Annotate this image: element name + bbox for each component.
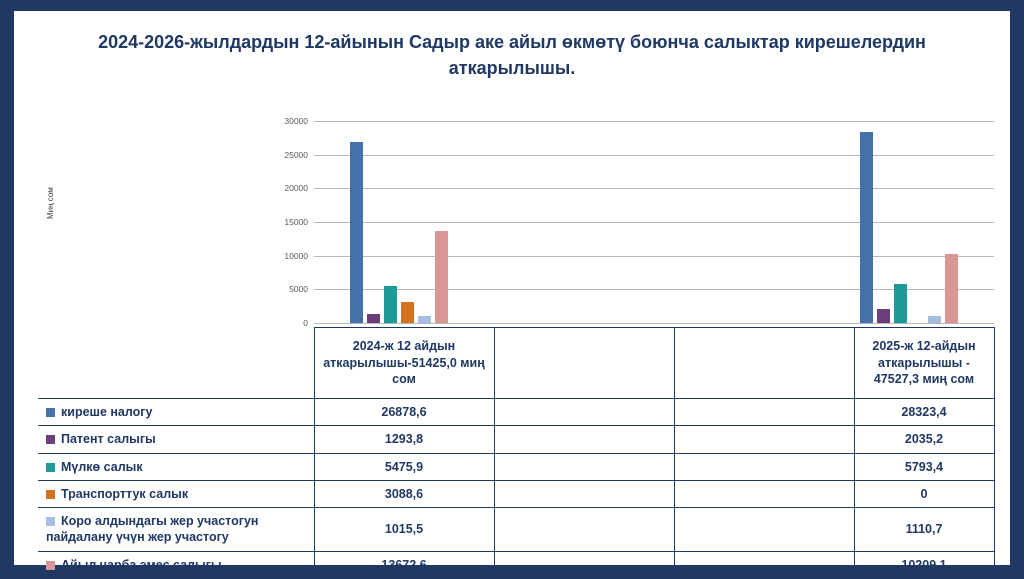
table-cell: 5793,4 (854, 453, 994, 480)
chart-y-tick-label: 5000 (289, 284, 308, 295)
chart-gridline (284, 250, 994, 261)
chart-y-tick-label: 15000 (284, 217, 308, 227)
chart-gridline (284, 116, 994, 126)
chart (38, 107, 994, 337)
chart-y-tick-label: 25000 (284, 149, 308, 160)
table-cell: 1015,5 (314, 508, 494, 552)
table-row (38, 508, 994, 552)
chart-bar (877, 309, 890, 323)
table-header-corner (38, 328, 314, 399)
table-cell: 1110,7 (854, 508, 994, 552)
table-column-header: 2025-ж 12-айдын аткарылышы - 47527,3 миң сом (854, 328, 994, 399)
table-column-header: 2024-ж 12 айдын аткарылышы-51425,0 миң сом (314, 328, 494, 399)
legend-label: Патент салыгы (61, 432, 156, 447)
legend-label: Транспорттук салык (61, 486, 189, 501)
legend-entry (38, 551, 314, 578)
table-cell: 3088,6 (314, 480, 494, 507)
chart-gridline (289, 284, 994, 295)
legend-entry (38, 453, 314, 480)
table-cell (674, 508, 854, 552)
table-row (38, 453, 994, 480)
chart-bar (894, 284, 907, 323)
chart-bar (401, 302, 414, 323)
slide-canvas (14, 11, 1010, 572)
chart-bar (945, 254, 958, 323)
table-cell (674, 426, 854, 453)
table-cell (674, 453, 854, 480)
table-cell (674, 399, 854, 426)
table-column-header (674, 328, 854, 399)
table-row (38, 551, 994, 578)
legend-label: киреше налогу (61, 405, 153, 419)
table-row (38, 399, 994, 426)
chart-bar (435, 231, 448, 323)
table-row (38, 480, 994, 507)
chart-plot-area (284, 116, 994, 328)
table-cell: 26878,6 (314, 399, 494, 426)
chart-y-tick-label: 0 (303, 318, 308, 328)
table-header-row (38, 328, 994, 399)
table-cell (494, 508, 674, 552)
legend-entry (38, 426, 314, 453)
table-cell: 0 (854, 480, 994, 507)
chart-y-axis-label: Миң сом (46, 187, 55, 219)
legend-entry (38, 399, 314, 426)
chart-bar (367, 314, 380, 323)
chart-y-tick-label: 30000 (284, 116, 308, 126)
table-cell (494, 426, 674, 453)
table-cell (674, 480, 854, 507)
legend-color-swatch (46, 490, 55, 499)
legend-entry (38, 480, 314, 507)
table-cell (494, 480, 674, 507)
chart-bar (350, 142, 363, 323)
table-cell (494, 551, 674, 578)
chart-gridline (284, 183, 994, 194)
table-cell (494, 399, 674, 426)
table-cell: 13672,6 (314, 551, 494, 578)
table-cell: 2035,2 (854, 426, 994, 453)
data-table (38, 327, 995, 579)
legend-label: Коро алдындагы жер участогун пайдалану үчүн жер участогу (46, 514, 259, 545)
legend-label: Мүлкө салык (61, 459, 143, 474)
table-cell (674, 551, 854, 578)
legend-color-swatch (46, 463, 55, 472)
chart-bar (418, 316, 431, 323)
chart-bar (860, 132, 873, 323)
chart-y-tick-label: 10000 (284, 250, 308, 261)
legend-color-swatch (46, 517, 55, 526)
chart-gridline (303, 318, 994, 328)
chart-bar (384, 286, 397, 323)
table-cell: 1293,8 (314, 426, 494, 453)
chart-bar (928, 316, 941, 323)
legend-entry (38, 508, 314, 552)
legend-label: Айыл чарба эмес салыгы (61, 557, 222, 572)
table-cell: 10209,1 (854, 551, 994, 578)
table-row (38, 426, 994, 453)
page-title: 2024-2026-жылдардын 12-айынын Садыр аке айыл өкмөтү боюнча салыктар кирешелердин аткарылышы. (98, 32, 926, 79)
table-cell: 5475,9 (314, 453, 494, 480)
table-column-header (494, 328, 674, 399)
chart-y-tick-label: 20000 (284, 183, 308, 194)
chart-gridline (284, 149, 994, 160)
table-cell (494, 453, 674, 480)
chart-gridline (284, 217, 994, 227)
legend-color-swatch (46, 408, 55, 417)
table-cell: 28323,4 (854, 399, 994, 426)
legend-color-swatch (46, 435, 55, 444)
legend-color-swatch (46, 561, 55, 570)
